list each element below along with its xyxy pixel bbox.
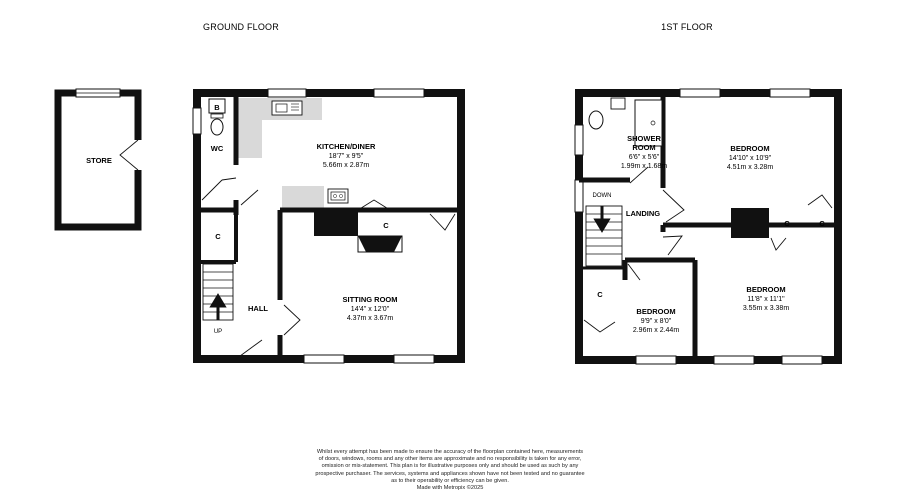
ground-floor-plan <box>193 89 461 363</box>
disclaimer-line: Whilst every attempt has been made to ensure the accuracy of the floorplan contained here, measurements <box>316 449 584 455</box>
boiler-label: B <box>214 103 220 112</box>
toilet-icon <box>589 111 603 129</box>
door-kitchen-hall <box>241 190 258 205</box>
bed2-name: BEDROOM <box>746 285 786 294</box>
bed2-dim-metric: 3.55m x 3.38m <box>742 305 790 312</box>
door-bed3 <box>628 264 640 280</box>
chimney-breast <box>314 210 358 236</box>
shower-dim-metric: 1.99m x 1.68m <box>620 163 668 170</box>
cupboard-label-bed1b: C <box>819 219 825 228</box>
bed3-name: BEDROOM <box>636 307 676 316</box>
stairs-down-label: DOWN <box>592 193 612 199</box>
stairs-down <box>586 206 622 266</box>
store-label: STORE <box>86 156 112 165</box>
bed1-dim-imperial: 14'10" x 10'9" <box>728 155 772 162</box>
stairs-up <box>203 264 233 320</box>
sitting-name: SITTING ROOM <box>342 295 398 304</box>
kitchen-name: KITCHEN/DINER <box>316 142 376 151</box>
ground-floor-title: GROUND FLOOR <box>203 22 279 32</box>
hob-icon <box>328 189 348 203</box>
cupboard-label-kitchen: C <box>383 221 389 230</box>
disclaimer-line: of doors, windows, rooms and any other items are approximate and no responsibility is taken for any error, <box>318 456 582 463</box>
bed2-dim-imperial: 11'8" x 11'1" <box>747 296 785 303</box>
shower-name-1: SHOWER <box>627 134 661 143</box>
landing-name: LANDING <box>625 209 661 218</box>
cupboard-label-bed1a: C <box>784 219 790 228</box>
door-wc <box>202 178 236 200</box>
wc-toilet-icon <box>211 119 223 135</box>
cupboard-label-bed3: C <box>597 290 603 299</box>
disclaimer-line: prospective purchaser. The services, systems and appliances shown have not been tested and no guarantee <box>315 470 585 477</box>
wc-label: WC <box>210 144 224 153</box>
disclaimer-footer <box>290 449 610 492</box>
store-outbuilding <box>58 89 142 227</box>
kitchen-dim-imperial: 18'7" x 9'5" <box>328 153 364 160</box>
bed1-name: BEDROOM <box>730 144 770 153</box>
sitting-dim-metric: 4.37m x 3.67m <box>346 315 394 322</box>
disclaimer-credit: Made with Metropix ©2025 <box>416 485 484 492</box>
stairs-up-label: UP <box>213 329 223 335</box>
first-floor-title: 1ST FLOOR <box>661 22 713 32</box>
door-cupboard-bed2 <box>771 238 786 250</box>
kitchen-worktop <box>236 98 262 158</box>
cupboard-label-hall: C <box>215 232 221 241</box>
shower-name-2: ROOM <box>632 143 656 152</box>
kitchen-dim-metric: 5.66m x 2.87m <box>322 162 370 169</box>
shower-dim-imperial: 6'6" x 5'6" <box>628 154 660 161</box>
basin-icon <box>611 98 625 109</box>
first-floor-plan <box>575 89 838 364</box>
hall-name: HALL <box>248 304 268 313</box>
door-sitting <box>284 305 300 335</box>
door-bed2 <box>663 236 682 255</box>
sitting-dim-imperial: 14'4" x 12'0" <box>350 306 390 313</box>
chimney-breast-first <box>731 208 769 238</box>
bed3-dim-metric: 2.96m x 2.44m <box>632 327 680 334</box>
disclaimer-line: omission or mis-statement. This plan is for illustrative purposes only and should be used as such by any <box>321 463 579 470</box>
disclaimer-line: as to their operability or efficiency can be given. <box>391 477 509 484</box>
sink-icon <box>272 101 302 115</box>
bed3-dim-imperial: 9'9" x 8'0" <box>640 318 672 325</box>
bed1-dim-metric: 4.51m x 3.28m <box>726 164 774 171</box>
kitchen-worktop-lower <box>282 186 324 208</box>
door-kitchen-sitting <box>430 214 455 230</box>
stairs-arrow-down-icon <box>596 206 608 230</box>
stairs-arrow-up-icon <box>212 296 224 320</box>
door-bed1 <box>663 190 684 222</box>
